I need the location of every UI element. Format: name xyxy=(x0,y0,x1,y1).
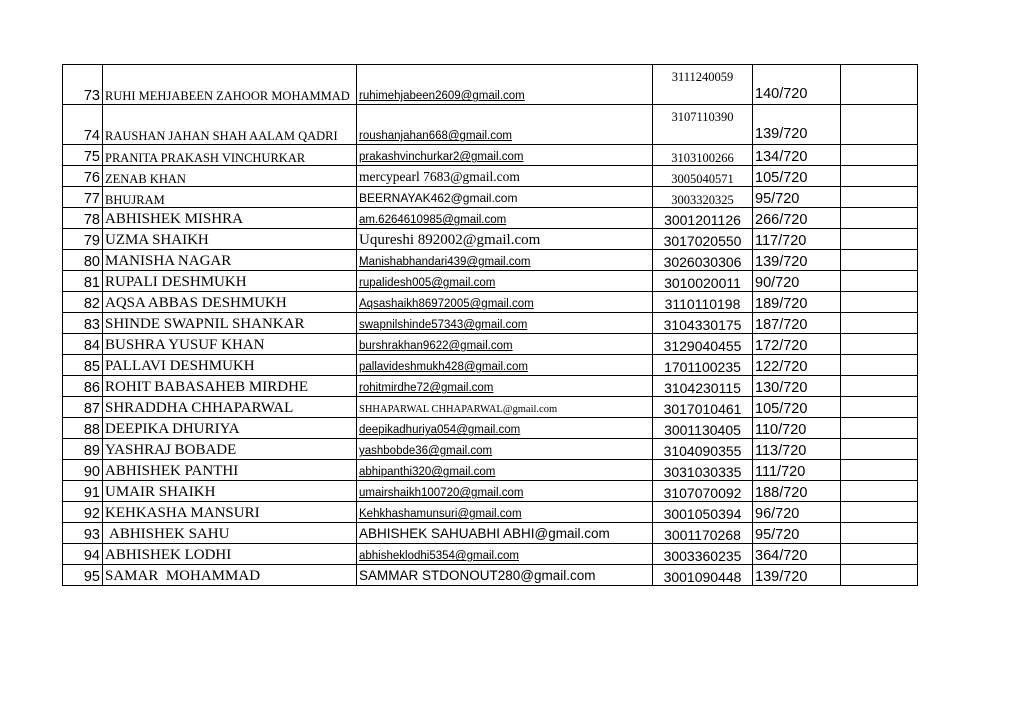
empty-cell xyxy=(841,376,918,397)
email-address: rupalidesh005@gmail.com xyxy=(359,277,496,290)
student-name: RUPALI DESHMUKH xyxy=(103,271,357,292)
email-cell xyxy=(357,502,653,523)
score: 130/720 xyxy=(753,376,841,397)
roll-number: 3001170268 xyxy=(653,523,753,544)
serial-number: 73 xyxy=(63,65,103,105)
email-address: rohitmirdhe72@gmail.com xyxy=(359,382,494,395)
serial-number: 92 xyxy=(63,502,103,523)
serial-number: 80 xyxy=(63,250,103,271)
serial-number: 79 xyxy=(63,229,103,250)
email-cell xyxy=(357,229,653,250)
email-address: SAMMAR STDONOUT280@gmail.com xyxy=(359,568,596,584)
score: 113/720 xyxy=(753,439,841,460)
table-row xyxy=(63,565,918,586)
table-row xyxy=(63,460,918,481)
empty-cell xyxy=(841,439,918,460)
score: 90/720 xyxy=(753,271,841,292)
roll-number: 1701100235 xyxy=(653,355,753,376)
serial-number: 95 xyxy=(63,565,103,586)
email-cell xyxy=(357,460,653,481)
score: 117/720 xyxy=(753,229,841,250)
student-name: ROHIT BABASAHEB MIRDHE xyxy=(103,376,357,397)
empty-cell xyxy=(841,418,918,439)
table-body xyxy=(63,65,918,586)
empty-cell xyxy=(841,460,918,481)
serial-number: 81 xyxy=(63,271,103,292)
score: 95/720 xyxy=(753,187,841,208)
empty-cell xyxy=(841,271,918,292)
roll-number: 3003320325 xyxy=(653,187,753,208)
score: 187/720 xyxy=(753,313,841,334)
roll-number: 3001050394 xyxy=(653,502,753,523)
score: 111/720 xyxy=(753,460,841,481)
roll-number: 3103100266 xyxy=(653,145,753,166)
roll-number: 3110110198 xyxy=(653,292,753,313)
table-row xyxy=(63,523,918,544)
email-cell xyxy=(357,523,653,544)
score: 139/720 xyxy=(753,250,841,271)
empty-cell xyxy=(841,105,918,145)
score: 139/720 xyxy=(753,105,841,145)
email-address: deepikadhuriya054@gmail.com xyxy=(359,424,521,437)
score: 139/720 xyxy=(753,565,841,586)
email-address: umairshaikh100720@gmail.com xyxy=(359,487,524,500)
score: 134/720 xyxy=(753,145,841,166)
email-cell xyxy=(357,313,653,334)
table-row xyxy=(63,397,918,418)
email-address: Manishabhandari439@gmail.com xyxy=(359,256,531,269)
serial-number: 88 xyxy=(63,418,103,439)
table-row xyxy=(63,502,918,523)
table-row xyxy=(63,334,918,355)
student-name: BUSHRA YUSUF KHAN xyxy=(103,334,357,355)
empty-cell xyxy=(841,229,918,250)
student-name: RAUSHAN JAHAN SHAH AALAM QADRI xyxy=(103,105,357,145)
email-cell xyxy=(357,397,653,418)
roll-number: 3031030335 xyxy=(653,460,753,481)
serial-number: 85 xyxy=(63,355,103,376)
table-row xyxy=(63,481,918,502)
empty-cell xyxy=(841,166,918,187)
student-name: MANISHA NAGAR xyxy=(103,250,357,271)
table-row xyxy=(63,313,918,334)
empty-cell xyxy=(841,565,918,586)
empty-cell xyxy=(841,65,918,105)
email-cell xyxy=(357,145,653,166)
student-name: BHUJRAM xyxy=(103,187,357,208)
roll-number: 3104330175 xyxy=(653,313,753,334)
serial-number: 82 xyxy=(63,292,103,313)
student-name: ZENAB KHAN xyxy=(103,166,357,187)
email-address: am.6264610985@gmail.com xyxy=(359,214,507,227)
serial-number: 91 xyxy=(63,481,103,502)
email-cell xyxy=(357,481,653,502)
student-name: KEHKASHA MANSURI xyxy=(103,502,357,523)
empty-cell xyxy=(841,187,918,208)
table-row xyxy=(63,355,918,376)
score: 105/720 xyxy=(753,397,841,418)
score: 364/720 xyxy=(753,544,841,565)
score: 266/720 xyxy=(753,208,841,229)
serial-number: 78 xyxy=(63,208,103,229)
roll-number: 3111240059 xyxy=(653,65,753,105)
table-row xyxy=(63,229,918,250)
email-cell xyxy=(357,65,653,105)
roll-number: 3017020550 xyxy=(653,229,753,250)
roll-number: 3003360235 xyxy=(653,544,753,565)
email-cell xyxy=(357,271,653,292)
empty-cell xyxy=(841,502,918,523)
email-address: mercypearl 7683@gmail.com xyxy=(359,169,520,185)
serial-number: 87 xyxy=(63,397,103,418)
serial-number: 89 xyxy=(63,439,103,460)
student-name: PRANITA PRAKASH VINCHURKAR xyxy=(103,145,357,166)
student-name: YASHRAJ BOBADE xyxy=(103,439,357,460)
empty-cell xyxy=(841,523,918,544)
student-name: SHRADDHA CHHAPARWAL xyxy=(103,397,357,418)
serial-number: 90 xyxy=(63,460,103,481)
score: 140/720 xyxy=(753,65,841,105)
empty-cell xyxy=(841,292,918,313)
table-row xyxy=(63,208,918,229)
student-name: ABHISHEK LODHI xyxy=(103,544,357,565)
email-cell xyxy=(357,544,653,565)
empty-cell xyxy=(841,208,918,229)
roll-number: 3026030306 xyxy=(653,250,753,271)
email-cell xyxy=(357,565,653,586)
email-cell xyxy=(357,355,653,376)
serial-number: 76 xyxy=(63,166,103,187)
email-address: ruhimehjabeen2609@gmail.com xyxy=(359,90,525,103)
email-address: pallavideshmukh428@gmail.com xyxy=(359,361,528,374)
student-results-table xyxy=(62,64,918,586)
table-row xyxy=(63,418,918,439)
email-address: yashbobde36@gmail.com xyxy=(359,445,493,458)
table-row xyxy=(63,166,918,187)
email-address: Uqureshi 892002@gmail.com xyxy=(359,232,541,249)
score: 188/720 xyxy=(753,481,841,502)
student-name: SAMAR MOHAMMAD xyxy=(103,565,357,586)
email-cell xyxy=(357,376,653,397)
roll-number: 3010020011 xyxy=(653,271,753,292)
email-address: Aqsashaikh86972005@gmail.com xyxy=(359,298,534,311)
score: 189/720 xyxy=(753,292,841,313)
table-row xyxy=(63,271,918,292)
empty-cell xyxy=(841,250,918,271)
email-cell xyxy=(357,334,653,355)
score: 96/720 xyxy=(753,502,841,523)
roll-number: 3107110390 xyxy=(653,105,753,145)
email-cell xyxy=(357,166,653,187)
score: 172/720 xyxy=(753,334,841,355)
serial-number: 77 xyxy=(63,187,103,208)
table-row xyxy=(63,250,918,271)
table-row xyxy=(63,65,918,105)
empty-cell xyxy=(841,145,918,166)
serial-number: 86 xyxy=(63,376,103,397)
student-name: RUHI MEHJABEEN ZAHOOR MOHAMMAD xyxy=(103,65,357,105)
student-name: AQSA ABBAS DESHMUKH xyxy=(103,292,357,313)
email-cell xyxy=(357,292,653,313)
serial-number: 74 xyxy=(63,105,103,145)
empty-cell xyxy=(841,481,918,502)
email-address: BEERNAYAK462@gmail.com xyxy=(359,191,518,206)
email-cell xyxy=(357,418,653,439)
roll-number: 3017010461 xyxy=(653,397,753,418)
roll-number: 3104090355 xyxy=(653,439,753,460)
roll-number: 3107070092 xyxy=(653,481,753,502)
email-address: Kehkhashamunsuri@gmail.com xyxy=(359,508,522,521)
student-name: ABHISHEK SAHU xyxy=(103,523,357,544)
student-name: ABHISHEK PANTHI xyxy=(103,460,357,481)
roll-number: 3104230115 xyxy=(653,376,753,397)
table-row xyxy=(63,145,918,166)
table-row xyxy=(63,105,918,145)
table-row xyxy=(63,439,918,460)
email-address: burshrakhan9622@gmail.com xyxy=(359,340,513,353)
empty-cell xyxy=(841,313,918,334)
email-address: prakashvinchurkar2@gmail.com xyxy=(359,151,524,164)
score: 105/720 xyxy=(753,166,841,187)
email-address: swapnilshinde57343@gmail.com xyxy=(359,319,528,332)
empty-cell xyxy=(841,334,918,355)
email-address: abhisheklodhi5354@gmail.com xyxy=(359,550,519,563)
serial-number: 75 xyxy=(63,145,103,166)
email-cell xyxy=(357,187,653,208)
table-row xyxy=(63,292,918,313)
serial-number: 94 xyxy=(63,544,103,565)
email-address: roushanjahan668@gmail.com xyxy=(359,130,512,143)
student-name: UMAIR SHAIKH xyxy=(103,481,357,502)
email-address: SHHAPARWAL CHHAPARWAL@gmail.com xyxy=(359,404,558,416)
student-name: ABHISHEK MISHRA xyxy=(103,208,357,229)
score: 95/720 xyxy=(753,523,841,544)
serial-number: 83 xyxy=(63,313,103,334)
score: 122/720 xyxy=(753,355,841,376)
email-cell xyxy=(357,208,653,229)
roll-number: 3129040455 xyxy=(653,334,753,355)
email-address: ABHISHEK SAHUABHI ABHI@gmail.com xyxy=(359,526,610,542)
score: 110/720 xyxy=(753,418,841,439)
table-row xyxy=(63,376,918,397)
student-name: UZMA SHAIKH xyxy=(103,229,357,250)
email-cell xyxy=(357,105,653,145)
empty-cell xyxy=(841,397,918,418)
empty-cell xyxy=(841,355,918,376)
table-row xyxy=(63,187,918,208)
email-address: abhipanthi320@gmail.com xyxy=(359,466,496,479)
roll-number: 3001201126 xyxy=(653,208,753,229)
serial-number: 84 xyxy=(63,334,103,355)
roll-number: 3005040571 xyxy=(653,166,753,187)
student-name: PALLAVI DESHMUKH xyxy=(103,355,357,376)
table-row xyxy=(63,544,918,565)
roll-number: 3001090448 xyxy=(653,565,753,586)
student-name: SHINDE SWAPNIL SHANKAR xyxy=(103,313,357,334)
email-cell xyxy=(357,439,653,460)
roll-number: 3001130405 xyxy=(653,418,753,439)
serial-number: 93 xyxy=(63,523,103,544)
email-cell xyxy=(357,250,653,271)
empty-cell xyxy=(841,544,918,565)
student-name: DEEPIKA DHURIYA xyxy=(103,418,357,439)
